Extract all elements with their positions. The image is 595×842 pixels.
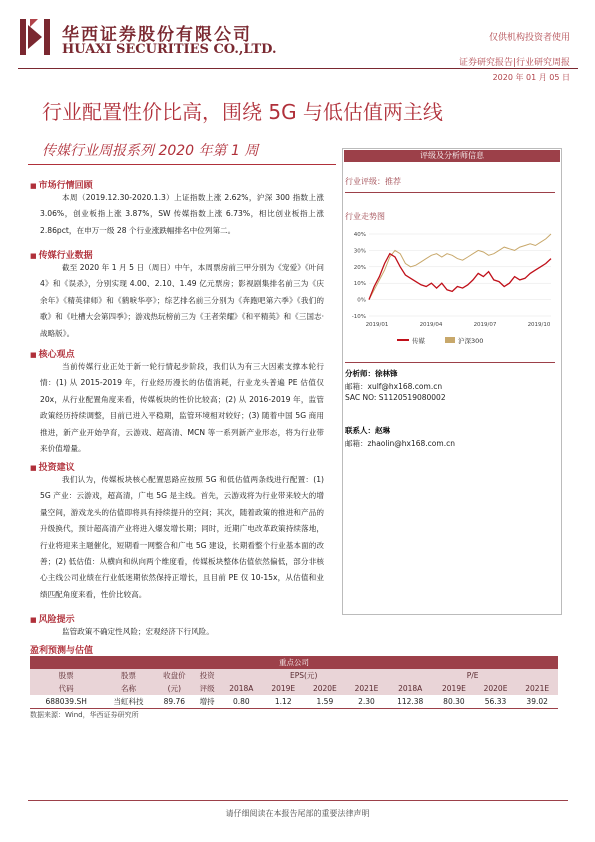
header-name: 名称 [102, 682, 154, 695]
cell-price: 89.76 [155, 695, 194, 709]
analyst-name: 徐林锋 [375, 369, 398, 378]
report-title: 行业配置性价比高，围绕 5G 与低估值两主线 [42, 100, 443, 124]
analyst-email[interactable]: 邮箱：xulf@hx168.com.cn [345, 382, 443, 391]
chart-y-tick-label: 40% [353, 232, 366, 238]
table-group-header: 重点公司 [30, 656, 558, 669]
header-rating: 评级 [194, 682, 220, 695]
forecast-table [30, 656, 558, 709]
cell-pe: 80.30 [433, 695, 475, 709]
header-year: 2020E [304, 682, 346, 695]
header-year: 2020E [475, 682, 517, 695]
sidebar-header: 评级及分析师信息 [344, 150, 560, 162]
chart-x-tick-label: 2019/10 [527, 322, 551, 328]
title-divider [28, 164, 336, 165]
cell-name: 当虹科技 [102, 695, 154, 709]
footer-divider [28, 800, 568, 801]
chart-x-tick-label: 2019/04 [419, 322, 443, 328]
table-row [30, 695, 558, 709]
cell-eps: 1.59 [304, 695, 346, 709]
section-market-title: ■ 市场行情回顾 [30, 178, 93, 191]
data-source: 数据来源：Wind，华西证券研究所 [30, 711, 139, 719]
chart-series-line [369, 254, 551, 300]
table-header-row [30, 656, 558, 669]
cell-rating: 增持 [194, 695, 220, 709]
report-series: 传媒行业周报系列 2020 年第 1 周 [42, 143, 259, 159]
header-year: 2021E [346, 682, 388, 695]
section-data-title: ■ 传媒行业数据 [30, 248, 93, 261]
section-data-text: 截至 2020 年 1 月 5 日（周日）中午，本周票房前三甲分别为《宠爱》《叶问4》和《误杀》，分别实现 4.00、2.10、1.49 亿元票房；影视剧集排名前三为《庆余年》《精英律师》和《鹤唳华亭》；综艺排名前三分别为《奔跑吧第六季》《我们的歌》和《吐槽大会第四季》；游戏热玩榜前三为《王者荣耀》《和平精英》和《三国志·战略版》。 [40, 263, 324, 338]
cell-pe: 56.33 [475, 695, 517, 709]
section-risk-title: ■ 风险提示 [30, 612, 75, 625]
company-name-cn: 华西证券股份有限公司 [62, 25, 252, 45]
header-year: 2018A [387, 682, 433, 695]
chart-legend [397, 336, 483, 345]
contact-line [345, 425, 390, 436]
section-invest-title: ■ 投资建议 [30, 460, 75, 473]
section-market-text: 本周（2019.12.30-2020.1.3）上证指数上涨 2.62%，沪深 300 指数上涨 3.06%，创业板指上涨 3.87%，SW 传媒指数上涨 6.73%，相比创业板指上涨 2.86pct，在申万一级 28 个行业涨跌幅排名中位列第二。 [40, 193, 324, 235]
chart-x-axis [366, 322, 551, 328]
report-date: 2020 年 01 月 05 日 [492, 73, 570, 82]
legend-label-hs300: 沪深300 [458, 337, 484, 345]
table-header-row [30, 682, 558, 695]
trend-chart [345, 228, 557, 346]
analyst-line [345, 368, 398, 379]
trend-chart-title: 行业走势图 [345, 212, 385, 221]
header-year: 2018A [220, 682, 262, 695]
sidebar-divider [345, 362, 555, 363]
cell-pe: 112.38 [387, 695, 433, 709]
header-price: 收盘价 [155, 669, 194, 682]
legend-label-media: 传媒 [412, 337, 425, 345]
header-name: 股票 [102, 669, 154, 682]
header-year: 2019E [262, 682, 304, 695]
cell-code: 688039.SH [30, 695, 102, 709]
header-eps: EPS(元) [220, 669, 387, 682]
forecast-table-title: 盈利预测与估值 [30, 646, 94, 656]
huaxi-logo-icon [18, 17, 56, 57]
header-rating: 投资 [194, 669, 220, 682]
header-divider [18, 68, 578, 69]
header-code: 代码 [30, 682, 102, 695]
chart-y-tick-label: 10% [353, 281, 366, 288]
chart-y-tick-label: 20% [353, 264, 366, 271]
section-invest-text: 我们认为，传媒板块核心配置思路应按照 5G 和低估值两条线进行配置：(1) 5G 产业：云游戏，超高清，广电 5G 是主线。首先，云游戏将为行业带来较大的增量空间，游戏龙头的估值即将具有持续提升的空间；其次，随着政策的推进和产品的升级换代，预计超高清产业将进入爆发增长期；同时，近期广电改革政策持续落地，行业将迎来主题催化，短期看一网整合和广电 5G 建设，长期看整个行业基本面的改善；(2) 低估值：从横向和纵向两个维度看，传媒板块整体估值依然偏低，部分非核心主线公司业绩在行业低迷期依然保持正增长，且目前 PE 仅 10-15x，从估值和业绩匹配角度来看，性价比较高。 [40, 475, 324, 599]
sidebar-divider [345, 192, 555, 193]
header-year: 2019E [433, 682, 475, 695]
cell-eps: 2.30 [346, 695, 388, 709]
section-view-title: ■ 核心观点 [30, 347, 75, 360]
contact-email[interactable]: 邮箱：zhaolin@hx168.com.cn [345, 439, 455, 448]
header-pe: P/E [387, 669, 558, 682]
analyst-label: 分析师： [345, 369, 375, 378]
table-header-row [30, 669, 558, 682]
chart-y-tick-label: 0% [357, 297, 366, 304]
contact-label: 联系人： [345, 426, 375, 435]
chart-x-tick-label: 2019/07 [473, 322, 497, 328]
contact-name: 赵琳 [375, 426, 390, 435]
chart-y-tick-label: -10% [351, 314, 366, 320]
report-type: 证券研究报告|行业研究周报 [458, 58, 570, 68]
header-price: (元) [155, 682, 194, 695]
header-year: 2021E [516, 682, 558, 695]
cell-pe: 39.02 [516, 695, 558, 709]
audience-note: 仅供机构投资者使用 [488, 33, 570, 43]
header-code: 股票 [30, 669, 102, 682]
legend-swatch-hs300 [445, 337, 455, 343]
company-name-en: HUAXI SECURITIES CO.,LTD. [62, 42, 277, 57]
footer-disclaimer: 请仔细阅读在本报告尾部的重要法律声明 [225, 809, 370, 818]
cell-eps: 1.12 [262, 695, 304, 709]
chart-y-tick-label: 30% [353, 248, 366, 255]
chart-x-tick-label: 2019/01 [365, 322, 389, 328]
section-view-text: 当前传媒行业正处于新一轮行情起步阶段，我们认为有三大因素支撑本轮行情：(1) 从 2015-2019 年，行业经历漫长的估值消耗，行业龙头普遍 PE 估值仅 20x，从行业配置角度来看，传媒板块的性价比较高；(2) 从 2016-2019 年，监管政策经历持续调整，目前已进入平稳期，监管环境相对较好；(3) 随着中国 5G 商用推进，新产业开始孕育，云游戏、超高清、MCN 等一系列新产业形态，将为行业带来价值增量。 [40, 362, 324, 454]
industry-rating: 行业评级：推荐 [345, 177, 401, 186]
cell-eps: 0.80 [220, 695, 262, 709]
analyst-sac: SAC NO: S1120519080002 [345, 393, 446, 402]
section-risk-text: 监管政策不确定性风险；宏观经济下行风险。 [62, 627, 214, 636]
